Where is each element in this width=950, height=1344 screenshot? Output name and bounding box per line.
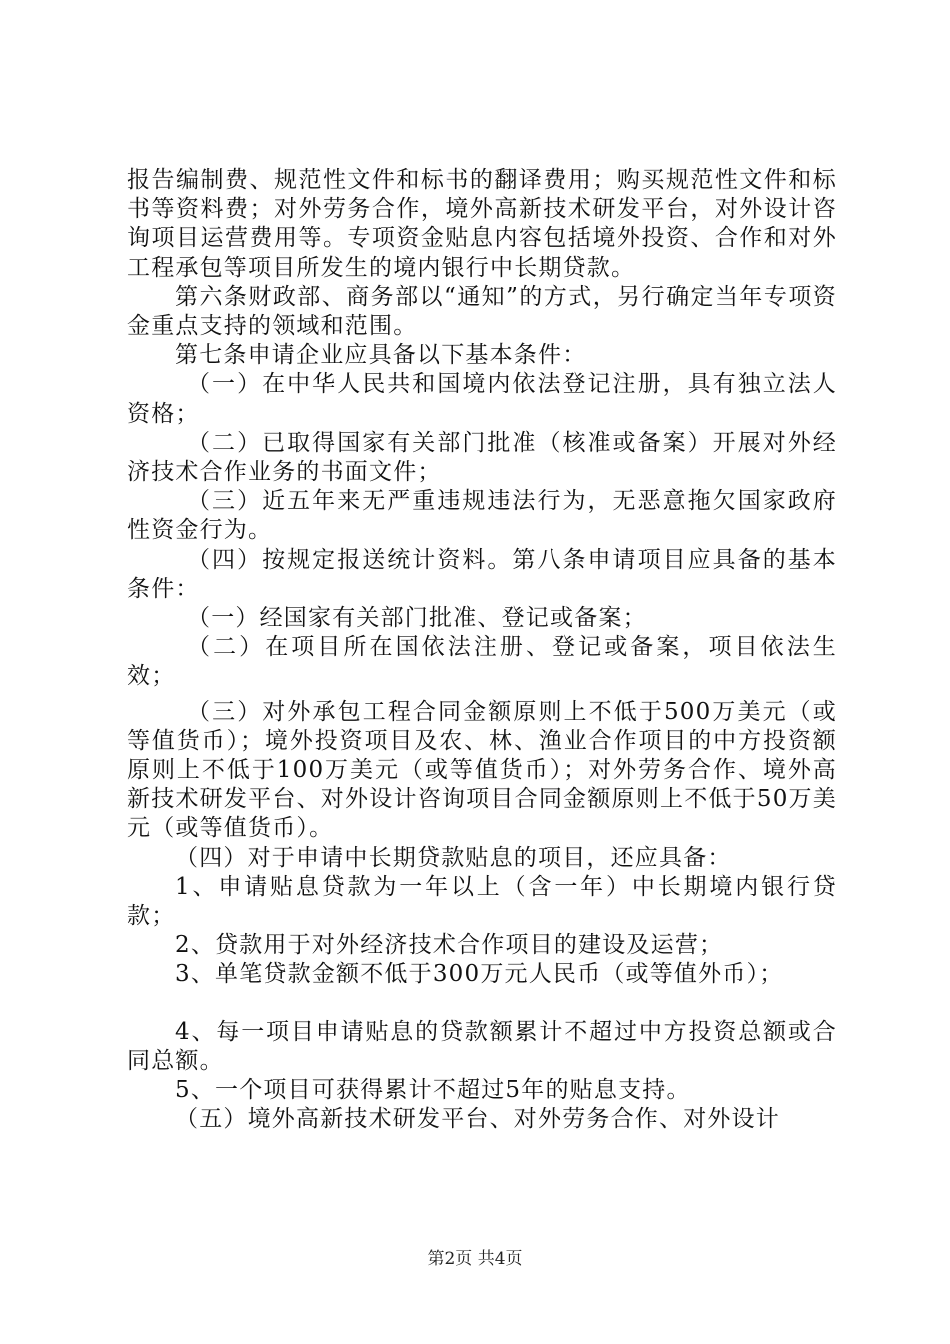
- paragraph: （二）在项目所在国依法注册、登记或备案，项目依法生效；: [127, 634, 837, 690]
- page-number-footer: 第2页 共4页: [427, 1249, 523, 1269]
- paragraph: （一）在中华人民共和国境内依法登记注册，具有独立法人资格；: [127, 371, 837, 427]
- paragraph: 第七条申请企业应具备以下基本条件：: [175, 342, 587, 369]
- paragraph: 5、一个项目可获得累计不超过5年的贴息支持。: [175, 1077, 691, 1104]
- paragraph: 4、每一项目申请贴息的贷款额累计不超过中方投资总额或合同总额。: [127, 1018, 837, 1074]
- paragraph: （四）对于申请中长期贷款贴息的项目，还应具备：: [175, 844, 732, 871]
- paragraph: 第六条财政部、商务部以“通知”的方式，另行确定当年专项资金重点支持的领域和范围。: [127, 283, 837, 340]
- paragraph: 2、贷款用于对外经济技术合作项目的建设及运营；: [175, 932, 724, 959]
- paragraph: （三）对外承包工程合同金额原则上不低于500万美元（或等值货币）；境外投资项目及农、林、渔业合作项目的中方投资额原则上不低于100万美元（或等值货币）；对外劳务合作、境外高新技术研发平台、对外设计咨询项目合同金额原则上不低于50万美元（或等值货币）。: [127, 698, 837, 842]
- paragraph: （二）已取得国家有关部门批准（核准或备案）开展对外经济技术合作业务的书面文件；: [127, 429, 837, 486]
- document-body: [127, 166, 837, 1135]
- paragraph: 1、申请贴息贷款为一年以上（含一年）中长期境内银行贷款；: [127, 873, 837, 930]
- paragraph: 报告编制费、规范性文件和标书的翻译费用；购买规范性文件和标书等资料费；对外劳务合作，境外高新技术研发平台，对外设计咨询项目运营费用等。专项资金贴息内容包括境外投资、合作和对外工程承包等项目所发生的境内银行中长期贷款。: [127, 167, 837, 281]
- paragraph: （四）按规定报送统计资料。第八条申请项目应具备的基本条件：: [127, 546, 837, 602]
- paragraph: （三）近五年来无严重违规违法行为，无恶意拖欠国家政府性资金行为。: [127, 488, 837, 544]
- paragraph: （五）境外高新技术研发平台、对外劳务合作、对外设计: [175, 1106, 780, 1133]
- paragraph: （一）经国家有关部门批准、登记或备案；: [187, 605, 647, 632]
- paragraph: 3、单笔贷款金额不低于300万元人民币（或等值外币）；: [175, 961, 784, 988]
